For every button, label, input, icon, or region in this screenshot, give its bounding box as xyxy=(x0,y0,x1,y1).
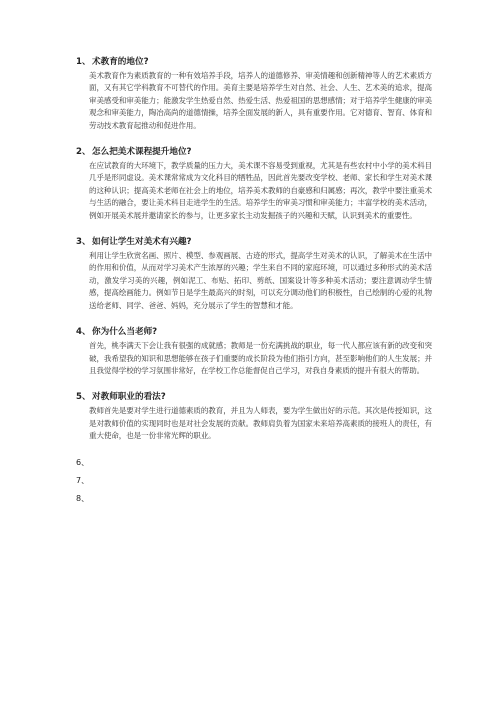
question-title: 术教育的地位? xyxy=(92,57,149,67)
question-title: 如何让学生对美术有兴趣? xyxy=(92,237,192,248)
question-number: 4、 xyxy=(76,327,91,338)
question-number: 5、 xyxy=(76,392,91,403)
qa-item-5 xyxy=(76,391,432,442)
question-number: 1、 xyxy=(76,57,91,67)
qa-item-3 xyxy=(76,236,432,312)
answer-text: 美术教育作为素质教育的一种有效培养手段，培养人的道德修养、审美情趣和创新精神等人的艺术素质方面，又有其它学科教育不可替代的作用。美育主要是培养学生对自然、社会、人生、艺术美的追求，提高审美感受和审美能力；能激发学生热爱自然、热爱生活、热爱祖国的思想感情；对于培养学生健康的审美观念和审美能力，陶冶高尚的道德情操，培养全面发展的新人，具有重要作用。它对德育、智育、体育和劳动技术教育起推动和促进作用。 xyxy=(89,71,432,130)
question-heading xyxy=(76,146,432,158)
empty-item-8: 8、 xyxy=(76,493,90,503)
question-heading xyxy=(76,326,432,338)
qa-item-1 xyxy=(76,56,432,132)
question-title: 你为什么当老师? xyxy=(92,327,158,338)
question-number: 2、 xyxy=(76,147,91,158)
answer-text: 利用让学生欣赏名画、照片、模型、参观画展、古迹的形式，提高学生对美术的认识，了解美术在生活中的作用和价值，从而对学习美术产生浓厚的兴趣；学生来自不同的家庭环境，可以通过多种形式的美术活动，激发学习美的兴趣，例如泥工、布贴、拓印、剪纸、国案设计等多种美术活动；要注意调动学生情感，提高绘画能力。例如节日是学生最高兴的时刻，可以充分调动他们的积极性，自己绘制的心爱的礼物送给老师、同学、爸爸、妈妈，充分展示了学生的智慧和才能。 xyxy=(89,251,432,310)
question-heading xyxy=(76,56,432,68)
answer-text: 在应试教育的大环境下，教学质量的压力大，美术课不容易受到重视，尤其是有些农村中小学的美术科目几乎是形同虚设。美术课常常成为文化科目的牺牲品，因此首先要改变学校、老师、家长和学生对美术课的这种认识；提高美术老师在社会上的地位，培养美术教师的自豪感和归属感；再次，教学中要注重美术与生活的融合，要让美术科目走进学生的生活。培养学生的审美习惯和审美能力；丰富学校的美术活动，例如开展美术展并邀请家长的参与，让更多家长主动发掘孩子的兴趣和天赋，认识到美术的重要性。 xyxy=(89,161,432,220)
qa-item-2 xyxy=(76,146,432,222)
empty-item-6: 6、 xyxy=(76,457,90,467)
question-number: 3、 xyxy=(76,237,91,248)
empty-item-7: 7、 xyxy=(76,475,90,485)
question-heading xyxy=(76,236,432,248)
qa-item-4 xyxy=(76,326,432,377)
question-title: 怎么把美术课程提升地位? xyxy=(92,147,192,158)
answer-text: 首先，桃李满天下会让我有很强的成就感；教师是一份充满挑战的职业，每一代人都应该有新的改变和突破，我希望我的知识和思想能够在孩子们重要的成长阶段为他们指引方向，甚至影响他们的人生发展；并且我觉得学校的学习氛围非常好，在学校工作总能督促自己学习，对我自身素质的提升有很大的帮助。 xyxy=(89,341,432,375)
question-heading xyxy=(76,391,432,403)
question-title: 对教师职业的看法? xyxy=(92,392,166,403)
qa-document xyxy=(76,56,432,511)
answer-text: 教师首先是要对学生进行道德素质的教育，并且为人师表，要为学生做出好的示范。其次是传授知识，这是对教师价值的实现同时也是对社会发展的贡献。教师肩负着为国家未来培养高素质的接班人的责任，有重大使命，也是一份非常光辉的职业。 xyxy=(89,406,432,441)
